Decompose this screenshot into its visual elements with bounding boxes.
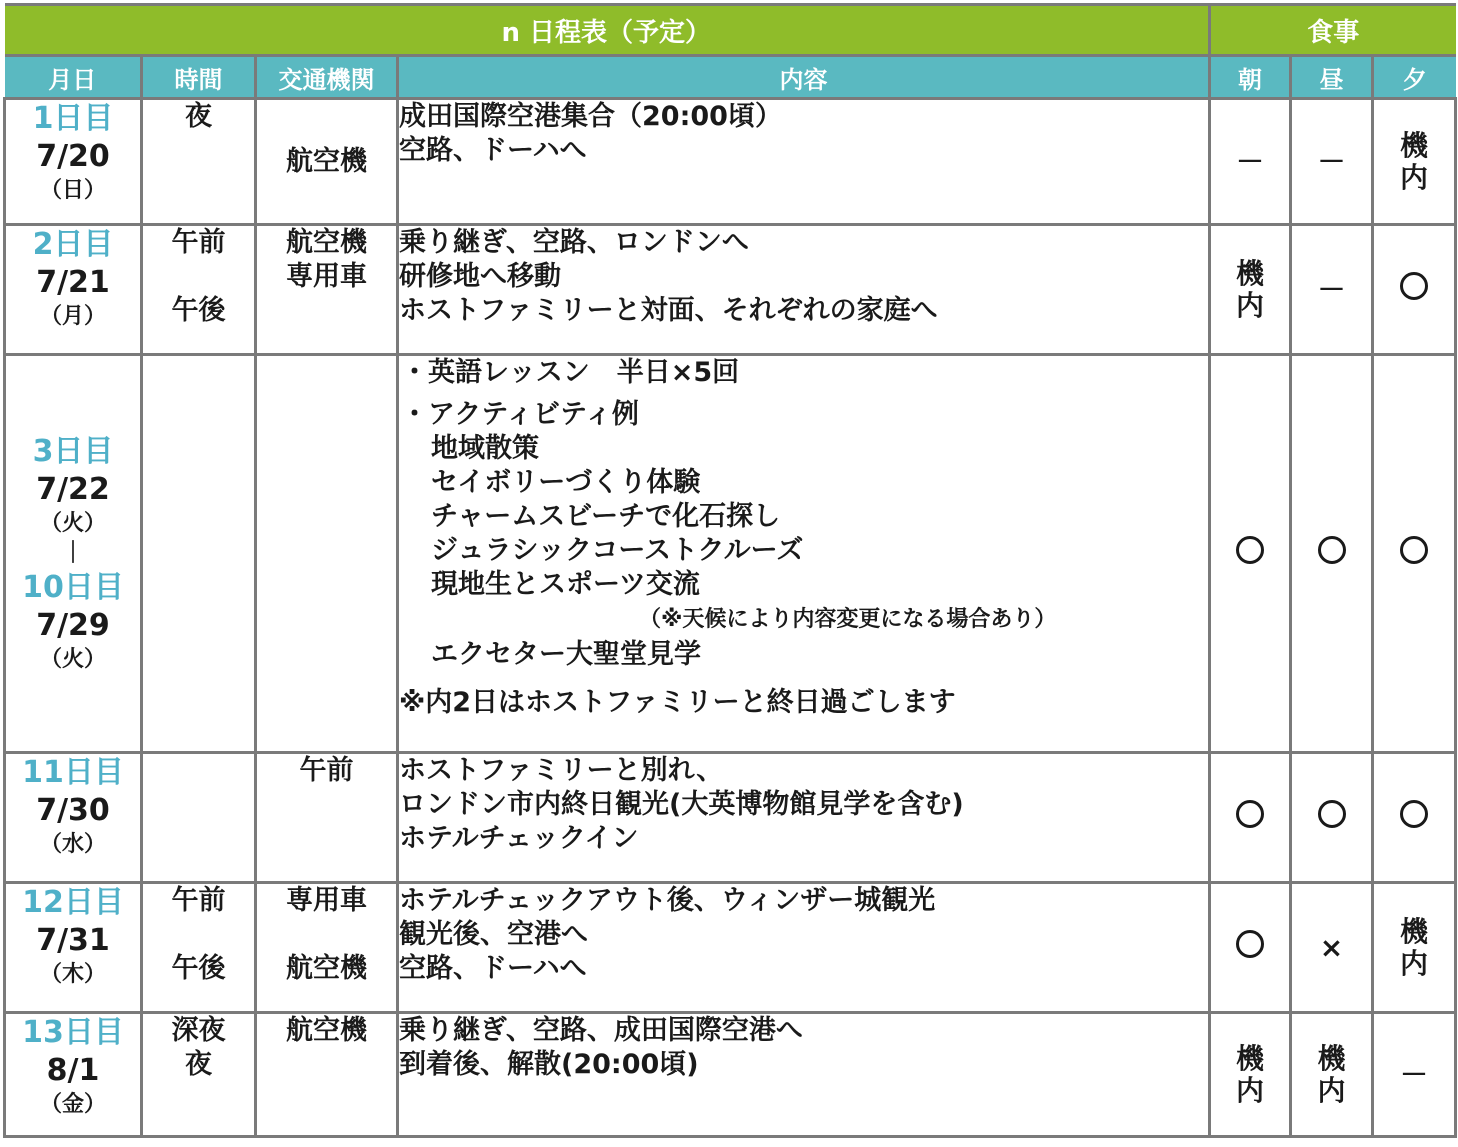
content-line: 成田国際空港集合（20:00頃） (399, 101, 782, 132)
column-header-row (5, 56, 1456, 99)
breakfast-cell (1210, 883, 1291, 1013)
content-cell (398, 753, 1210, 883)
date: 7/31 (36, 923, 110, 958)
circle-mark (1400, 272, 1428, 300)
time-label: 午前 (171, 885, 226, 916)
content-line: ホストファミリーと対面、それぞれの家庭へ (399, 295, 938, 326)
content-cell (398, 99, 1210, 225)
breakfast-cell (1210, 225, 1291, 355)
table-row (5, 99, 1456, 225)
circle-mark (1400, 536, 1428, 564)
col-header-date: 月日 (5, 56, 142, 99)
transport-cell (256, 753, 398, 883)
meal-vertical-text: 機内 (1236, 1041, 1265, 1107)
day-number: 10日目 (22, 569, 124, 605)
lunch-cell: － (1291, 99, 1373, 225)
transport-label: 専用車 (286, 885, 367, 916)
day-number: 2日目 (32, 227, 114, 262)
time-label: 夜 (185, 101, 212, 132)
table-row (5, 1013, 1456, 1137)
content-bullet: ・アクティビティ例 (401, 399, 639, 430)
dinner-cell: － (1373, 1013, 1456, 1137)
transport-label: 専用車 (286, 261, 367, 292)
day-cell (5, 1013, 142, 1137)
transport-cell (256, 99, 398, 225)
breakfast-cell (1210, 355, 1291, 753)
content-line: ロンドン市内終日観光(大英博物館見学を含む) (399, 789, 964, 820)
dinner-cell (1373, 225, 1456, 355)
weekday: （木） (39, 962, 106, 987)
lunch-cell: × (1291, 883, 1373, 1013)
day-number: 3日目 (32, 433, 114, 469)
lunch-cell (1291, 1013, 1373, 1137)
table-row (5, 753, 1456, 883)
date: 7/29 (36, 607, 110, 643)
day-number: 12日目 (22, 885, 124, 920)
content-line: ホストファミリーと別れ、 (399, 755, 724, 786)
content-footnote: ※内2日はホストファミリーと終日過ごします (399, 687, 956, 718)
circle-mark (1236, 800, 1264, 828)
weekday: （日） (39, 178, 106, 203)
circle-mark (1400, 800, 1428, 828)
lunch-cell (1291, 753, 1373, 883)
table-row (5, 883, 1456, 1013)
day-cell (5, 225, 142, 355)
date: 7/22 (36, 471, 110, 507)
transport-label: 午前 (299, 755, 354, 786)
weekday: （金） (39, 1092, 106, 1117)
dinner-cell (1373, 883, 1456, 1013)
meal-vertical-text: 機内 (1400, 128, 1429, 194)
activity-item: 地域散策 (431, 433, 539, 464)
time-cell (142, 99, 256, 225)
transport-cell (256, 883, 398, 1013)
transport-label: 航空機 (286, 1015, 367, 1046)
weekday: （水） (39, 832, 106, 857)
breakfast-cell (1210, 753, 1291, 883)
col-header-transport: 交通機関 (256, 56, 398, 99)
time-cell (142, 225, 256, 355)
day-number: 13日目 (22, 1015, 124, 1050)
date: 7/20 (36, 139, 110, 174)
content-line: 乗り継ぎ、空路、ロンドンへ (399, 227, 749, 258)
col-header-lunch: 昼 (1291, 56, 1373, 99)
circle-mark (1236, 536, 1264, 564)
col-header-time: 時間 (142, 56, 256, 99)
content-line: 到着後、解散(20:00頃) (399, 1049, 699, 1080)
content-cell (398, 355, 1210, 753)
activity-item: エクセター大聖堂見学 (431, 639, 701, 670)
meals-group-header: 食事 (1210, 5, 1456, 56)
schedule-title: n 日程表（予定） (5, 5, 1210, 56)
time-cell (142, 753, 256, 883)
col-header-dinner: 夕 (1373, 56, 1456, 99)
table-row (5, 355, 1456, 753)
activity-item: セイボリーづくり体験 (431, 467, 701, 498)
content-line: 研修地へ移動 (399, 261, 561, 292)
day-cell (5, 99, 142, 225)
col-header-breakfast: 朝 (1210, 56, 1291, 99)
time-label: 深夜 (171, 1015, 226, 1046)
weekday: （月） (39, 304, 106, 329)
content-line: 空路、ドーハへ (399, 135, 587, 166)
activity-item: チャームスビーチで化石探し (431, 501, 781, 532)
meal-vertical-text: 機内 (1236, 256, 1265, 322)
content-cell (398, 225, 1210, 355)
date: 7/30 (36, 793, 110, 828)
transport-cell (256, 1013, 398, 1137)
time-label: 夜 (185, 1049, 212, 1080)
table-row (5, 225, 1456, 355)
circle-mark (1318, 536, 1346, 564)
transport-cell (256, 355, 398, 753)
time-label: 午前 (171, 227, 226, 258)
activity-item: ジュラシックコーストクルーズ (431, 535, 804, 566)
lunch-cell: － (1291, 225, 1373, 355)
circle-mark (1318, 800, 1346, 828)
dinner-cell (1373, 753, 1456, 883)
date: 8/1 (46, 1053, 100, 1088)
circle-mark (1236, 930, 1264, 958)
content-line: 乗り継ぎ、空路、成田国際空港へ (399, 1015, 803, 1046)
content-line: ホテルチェックアウト後、ウィンザー城観光 (399, 885, 936, 916)
content-bullet: ・英語レッスン 半日×5回 (401, 357, 740, 388)
time-label: 午後 (171, 295, 226, 326)
dinner-cell (1373, 355, 1456, 753)
time-cell (142, 1013, 256, 1137)
title-row (5, 5, 1456, 56)
weekday: （火） (39, 646, 106, 672)
weekday: （火） (39, 510, 106, 536)
day-cell (5, 883, 142, 1013)
transport-label: 航空機 (286, 227, 367, 258)
time-cell (142, 355, 256, 753)
day-number: 1日目 (32, 101, 114, 136)
lunch-cell (1291, 355, 1373, 753)
breakfast-cell: － (1210, 99, 1291, 225)
transport-label: 航空機 (286, 145, 367, 177)
meal-vertical-text: 機内 (1317, 1041, 1346, 1107)
dinner-cell (1373, 99, 1456, 225)
meal-vertical-text: 機内 (1400, 914, 1429, 980)
day-cell (5, 355, 142, 753)
date: 7/21 (36, 265, 110, 300)
content-line: 観光後、空港へ (399, 919, 588, 950)
content-cell (398, 883, 1210, 1013)
breakfast-cell (1210, 1013, 1291, 1137)
content-line: 空路、ドーハへ (399, 953, 587, 984)
time-cell (142, 883, 256, 1013)
schedule-table (3, 3, 1457, 1138)
transport-cell (256, 225, 398, 355)
transport-label: 航空機 (286, 953, 367, 984)
content-cell (398, 1013, 1210, 1137)
day-cell (5, 753, 142, 883)
content-line: ホテルチェックイン (399, 823, 639, 854)
activity-note: （※天候により内容変更になる場合あり） (639, 607, 1057, 632)
time-label: 午後 (171, 953, 226, 984)
day-number: 11日目 (22, 755, 124, 790)
range-separator: ｜ (61, 540, 84, 566)
activity-item: 現地生とスポーツ交流 (431, 569, 700, 600)
col-header-content: 内容 (398, 56, 1210, 99)
